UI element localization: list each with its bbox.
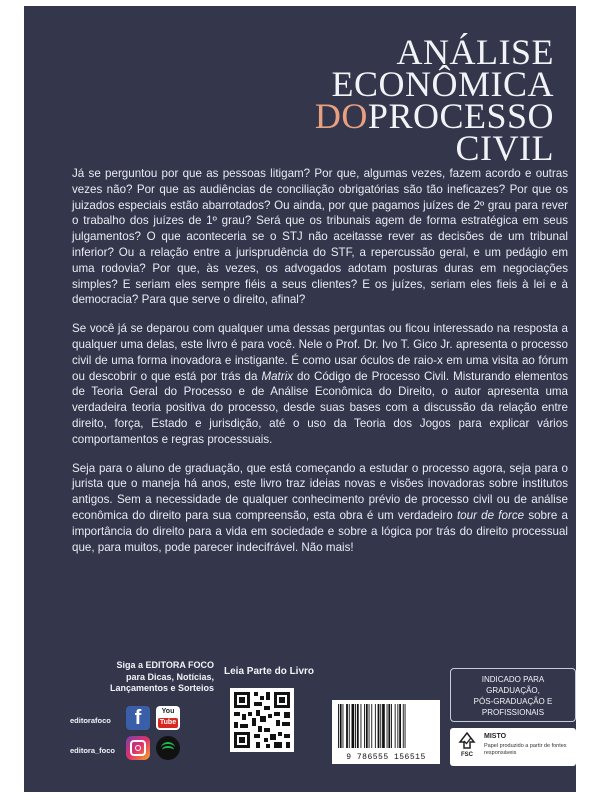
fsc-label — [450, 728, 576, 766]
follow-line-3: Lançamentos e Sorteios — [109, 683, 214, 693]
facebook-glyph: f — [134, 706, 142, 729]
spotify-glyph — [161, 742, 175, 754]
qr-code[interactable] — [230, 688, 294, 752]
barcode-bar — [378, 704, 380, 748]
paragraph-text: Se você já se deparou com qualquer uma dessas perguntas ou ficou interessado na resposta a qualquer uma delas, este livro é para você. Nele o Prof. Dr. Ivo T. Gico Jr. apresenta o processo civil de uma forma inovadora e instigante. É como usar óculos de raio-x em uma visita ao fórum ou descobrir o que está por trás da — [72, 322, 568, 383]
barcode-bar — [352, 704, 355, 748]
handle-editorafoco: editorafoco — [70, 716, 111, 725]
facebook-icon[interactable] — [126, 706, 150, 730]
synopsis-paragraph-2 — [72, 321, 568, 447]
fsc-title: MISTO — [484, 733, 507, 740]
barcode — [332, 704, 440, 752]
italic-term: Matrix — [261, 369, 294, 383]
paragraph-text: do Código de Processo Civil. Misturando elementos de Teoria Geral do Processo e de Análise Econômica do Direito, o autor apresenta uma verdadeira teoria positiva do processo, desde suas bases com a discussão da relação entre direito, força, Estado e jurisdição, até o uso da Teoria dos Jogos para explicar vários comportamentos e regras processuais. — [72, 369, 568, 446]
fsc-logo — [455, 732, 479, 762]
barcode-bar — [355, 704, 356, 748]
barcode-bar — [391, 704, 392, 748]
instagram-glyph — [130, 740, 146, 756]
synopsis — [72, 166, 568, 568]
barcode-bar — [375, 704, 376, 748]
isbn-barcode — [332, 700, 440, 764]
badge-line-3: PÓS-GRADUAÇÃO E — [473, 697, 553, 706]
barcode-bar — [387, 704, 388, 748]
read-sample-label: Leia Parte do Livro — [224, 666, 315, 677]
barcode-bar — [380, 704, 381, 748]
follow-line-2: para Dicas, Notícias, — [125, 671, 214, 682]
title-accent-do: DO — [314, 96, 368, 136]
title-line-2: ECONÔMICA — [331, 64, 554, 104]
badge-line-2: GRADUAÇÃO, — [486, 686, 540, 695]
fsc-logo-text: FSC — [461, 752, 473, 758]
book-back-cover — [24, 6, 576, 792]
barcode-bar — [361, 704, 362, 748]
paragraph-text: Seja para o aluno de graduação, que está começando a estudar o processo agora, seja para o jurista que o maneja há anos, este livro traz ideias novas e visões inovadoras sobre institutos antigos. Sem a necessidade de qualquer conhecimento prévio de processo civil ou de análise econômica do direito para sua compreensão, esta obra é um verdadeiro — [72, 461, 568, 522]
barcode-bar — [395, 704, 396, 748]
barcode-bar — [366, 704, 368, 748]
paragraph-text: sobre a importância do direito para a vida em sociedade e sobre a lógica por trás do direito processual que, para muitos, pode parecer indecifrável. Não mais! — [72, 508, 568, 554]
barcode-bar — [340, 704, 342, 748]
title-processo: PROCESSO — [367, 96, 554, 136]
barcode-bar — [338, 704, 339, 748]
barcode-bar — [343, 704, 344, 748]
barcode-bar — [364, 704, 365, 748]
barcode-bar — [399, 704, 401, 748]
barcode-bar — [403, 704, 404, 748]
synopsis-paragraph-3 — [72, 461, 568, 556]
paragraph-text: Já se perguntou por que as pessoas litigam? Por que, algumas vezes, fazem acordo e outras vezes não? Por que as audiências de conciliação obrigatórias são tão ineficazes? Por que os juizados especiais estão abarrotados? Ou ainda, por que pagamos juízes de 2º grau para rever o trabalho dos juízes de 1º grau? Será que os tribunais agem de forma estratégica em seus julgamentos? O que aconteceria se o STJ não aceitasse rever as decisões de um tribunal inferior? Ou a relação entre a jurisprudência do STF, a repercussão geral, e um pedágio em uma rodovia? Por que, às vezes, os advogados adotam posturas duras em negociações simples? E seriam eles sempre fiéis a seus clientes? E os juízes, seriam eles fieis à lei e à democracia? Para que serve o direito, afinal? — [72, 167, 568, 307]
youtube-icon[interactable] — [156, 706, 180, 730]
synopsis-paragraph-1 — [72, 166, 568, 308]
barcode-bar — [382, 704, 385, 748]
barcode-bar — [371, 704, 372, 748]
youtube-tube: Tube — [159, 719, 177, 726]
barcode-bar — [349, 704, 350, 748]
fsc-text: Papel produzido a partir de fontes responsáveis — [484, 743, 567, 756]
youtube-you: You — [161, 708, 175, 715]
follow-line-1: Siga a EDITORA FOCO — [116, 660, 214, 670]
badge-line-4: PROFISSIONAIS — [481, 708, 545, 717]
barcode-bar — [369, 704, 370, 748]
instagram-icon[interactable] — [126, 736, 150, 760]
tree-check-icon — [457, 732, 477, 750]
barcode-bar — [388, 704, 390, 748]
barcode-bar — [357, 704, 359, 748]
title-line-1: ANÁLISE — [396, 32, 554, 72]
spotify-icon[interactable] — [156, 736, 180, 760]
isbn-number: 9 786555 156515 — [346, 753, 426, 762]
follow-publisher-text — [88, 660, 214, 695]
badge-line-1: INDICADO PARA — [481, 675, 545, 684]
indicated-for-badge — [450, 668, 576, 722]
handle-editora-foco: editora_foco — [70, 746, 116, 755]
title-line-4: CIVIL — [455, 128, 554, 168]
barcode-bar — [397, 704, 398, 748]
barcode-bar — [346, 704, 348, 748]
book-title — [314, 32, 554, 168]
barcode-bar — [405, 704, 406, 748]
italic-term: tour de force — [456, 508, 525, 522]
